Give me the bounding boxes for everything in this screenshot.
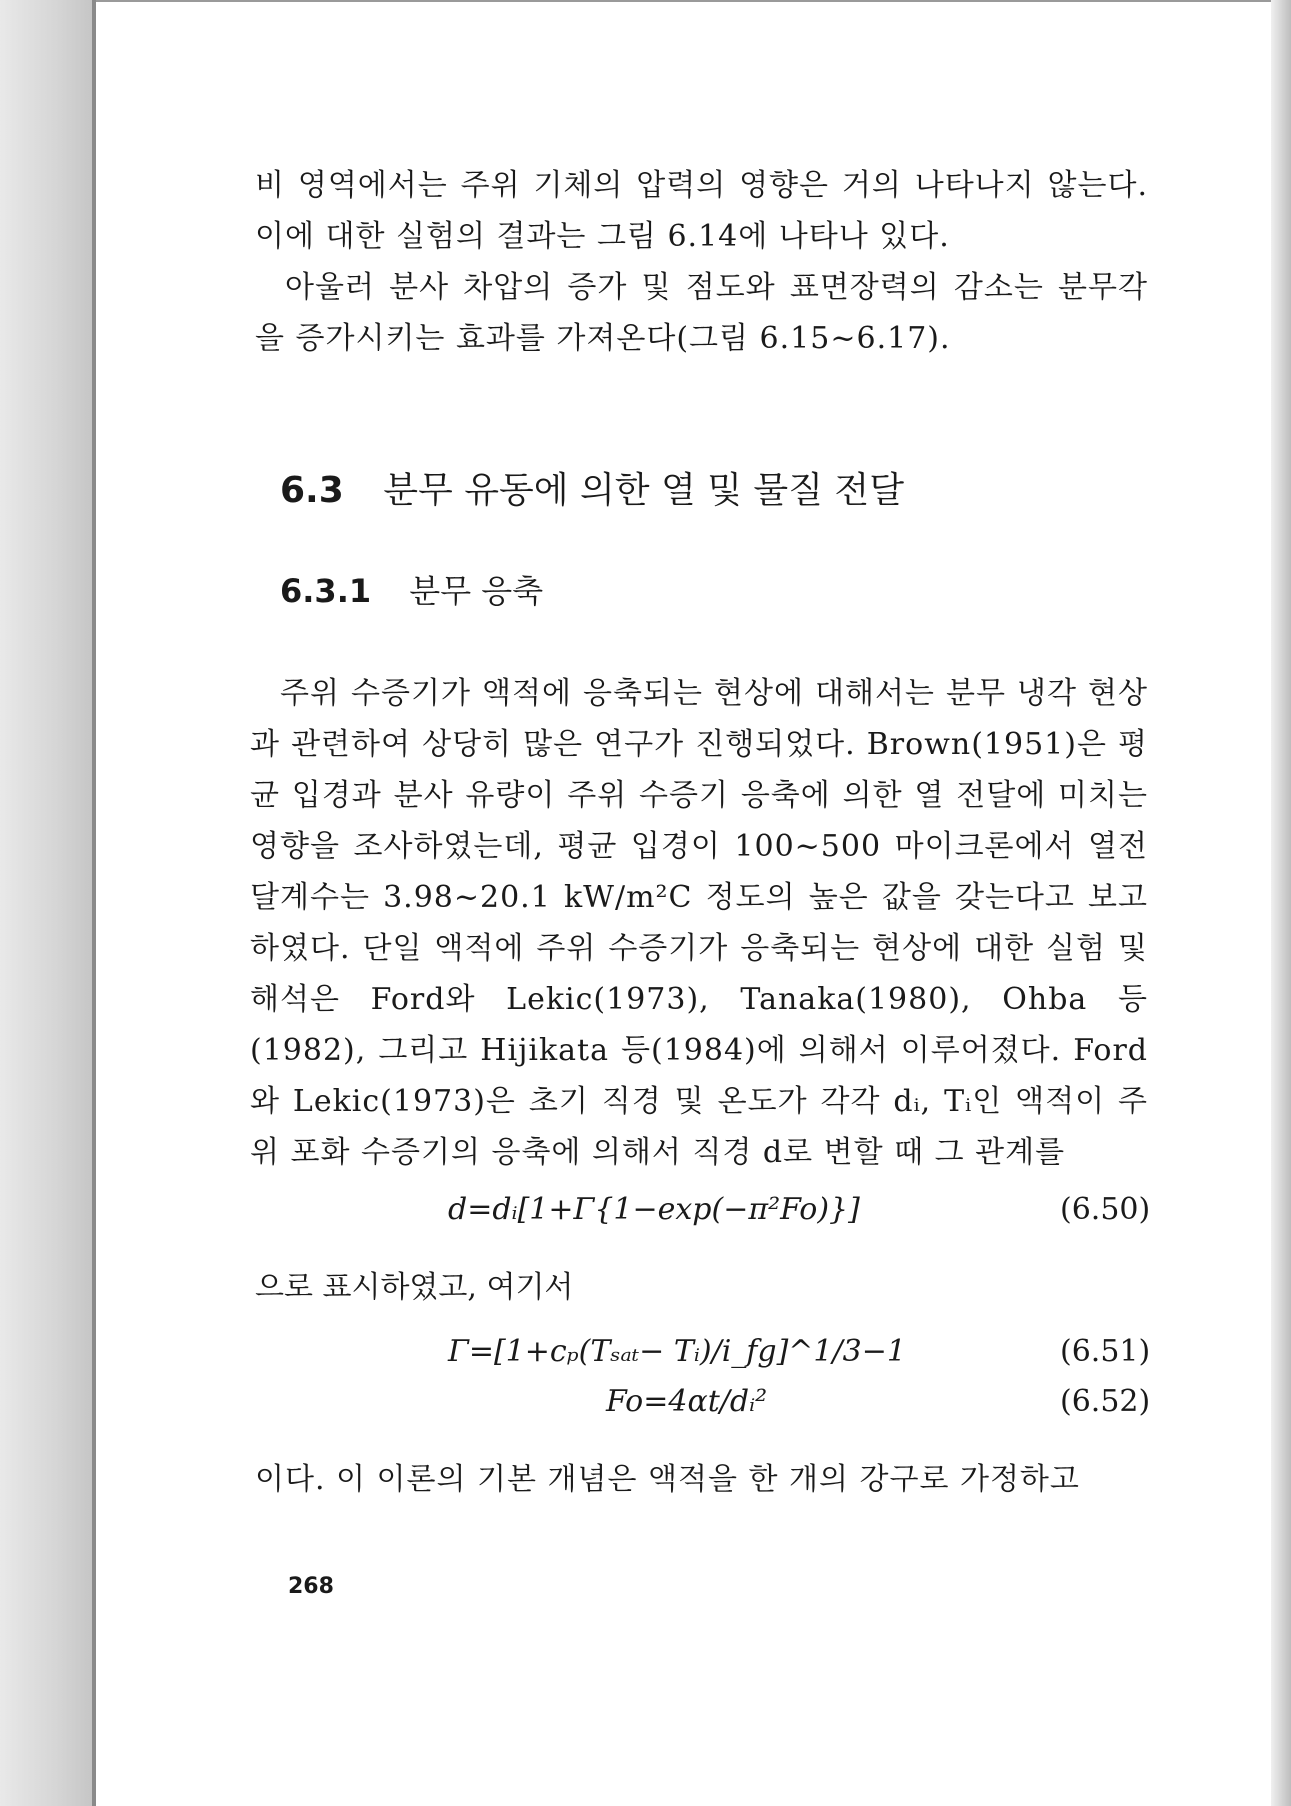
section-title: 분무 유동에 의한 열 및 물질 전달 (383, 470, 904, 511)
page-number: 268 (288, 1574, 334, 1599)
subsection-title: 분무 응축 (409, 572, 544, 610)
equation-6-50: d=dᵢ[1+Γ{1−exp(−π²Fo)}] (448, 1192, 860, 1227)
body-text (250, 668, 1148, 1178)
section-heading (280, 462, 904, 513)
body-paragraph: 주위 수증기가 액적에 응축되는 현상에 대해서는 분무 냉각 현상과 관련하여 상당히 많은 연구가 진행되었다. Brown(1951)은 평균 입경과 분사 유량이 주위 수증기 응축에 의한 열 전달에 미치는 영향을 조사하였는데, 평균 입경이 100~500 마이크론에서 열전달계수는 3.98~20.1 kW/m²C 정도의 높은 값을 갖는다고 보고하였다. 단일 액적에 주위 수증기가 응축되는 현상에 대한 실험 및 해석은 Ford와 Lekic(1973), Tanaka(1980), Ohba 등(1982), 그리고 Hijikata 등(1984)에 의해서 이루어졌다. Ford와 Lekic(1973)은 초기 직경 및 온도가 각각 dᵢ, Tᵢ인 액적이 주위 포화 수증기의 응축에 의해서 직경 d로 변할 때 그 관계를 (250, 676, 1148, 1170)
paragraph-1: 비 영역에서는 주위 기체의 압력의 영향은 거의 나타나지 않는다. 이에 대한 실험의 결과는 그림 6.14에 나타나 있다. (255, 168, 1148, 254)
equation-number-6-50: (6.50) (1060, 1192, 1151, 1227)
equation-number-6-51: (6.51) (1060, 1334, 1151, 1369)
paragraph-2: 아울러 분사 차압의 증가 및 점도와 표면장력의 감소는 분무각을 증가시키는 효과를 가져온다(그림 6.15~6.17). (255, 270, 1148, 356)
book-spine (0, 0, 96, 1806)
text-after-equation-6-52: 이다. 이 이론의 기본 개념은 액적을 한 개의 강구로 가정하고 (255, 1462, 1080, 1497)
section-number: 6.3 (280, 470, 344, 511)
equation-6-52: Fo=4αt/dᵢ² (606, 1384, 768, 1419)
top-paragraphs (255, 160, 1148, 364)
page-edge-shadow (1271, 0, 1291, 1806)
text-after-equation-6-50: 으로 표시하였고, 여기서 (255, 1270, 574, 1305)
equation-number-6-52: (6.52) (1060, 1384, 1151, 1419)
subsection-number: 6.3.1 (280, 572, 372, 610)
subsection-heading (280, 566, 543, 612)
equation-6-51: Γ=[1+cₚ(Tₛₐₜ− Tᵢ)/i_fg]^1/3−1 (448, 1334, 906, 1369)
